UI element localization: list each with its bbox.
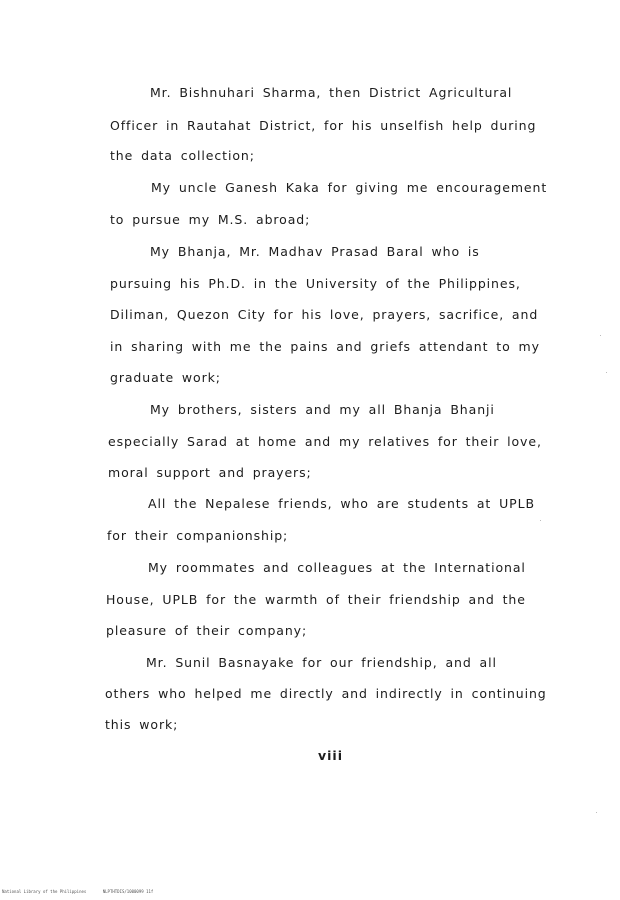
text-line: My Bhanja, Mr. Madhav Prasad Baral who is	[150, 244, 480, 259]
text-line: especially Sarad at home and my relatives for their love,	[108, 434, 542, 449]
text-line: pursuing his Ph.D. in the University of the Philippines,	[110, 276, 521, 291]
scan-speck	[540, 520, 541, 521]
text-line: for their companionship;	[107, 528, 289, 543]
scan-footer	[2, 889, 167, 894]
text-line: moral support and prayers;	[108, 465, 312, 480]
text-line: Mr. Sunil Basnayake for our friendship, and all	[146, 655, 497, 670]
text-line: the data collection;	[110, 148, 255, 163]
text-line: My roommates and colleagues at the International	[148, 560, 526, 575]
text-line: in sharing with me the pains and griefs attendant to my	[110, 339, 540, 354]
page-number: viii	[318, 748, 344, 763]
scan-speck	[600, 335, 601, 336]
text-line: Diliman, Quezon City for his love, prayers, sacrifice, and	[110, 307, 539, 322]
text-line: House, UPLB for the warmth of their friendship and the	[106, 592, 526, 607]
text-line: to pursue my M.S. abroad;	[110, 212, 311, 227]
scan-speck	[606, 372, 607, 373]
text-line: Officer in Rautahat District, for his unselfish help during	[110, 118, 537, 133]
scan-speck	[596, 812, 597, 813]
footer-library-label: National Library of the Philippines	[2, 889, 87, 894]
text-line: My uncle Ganesh Kaka for giving me encouragement	[151, 180, 548, 195]
text-line: My brothers, sisters and my all Bhanja Bhanji	[150, 402, 495, 417]
text-line: others who helped me directly and indirectly in continuing	[105, 686, 547, 701]
text-line: pleasure of their company;	[106, 623, 308, 638]
text-line: All the Nepalese friends, who are students at UPLB	[148, 496, 535, 511]
text-line: graduate work;	[110, 370, 221, 385]
footer-catalog-id: NLPTHTDIS/1000099 11f	[102, 889, 154, 894]
text-line: Mr. Bishnuhari Sharma, then District Agricultural	[150, 85, 513, 100]
text-line: this work;	[105, 717, 179, 732]
